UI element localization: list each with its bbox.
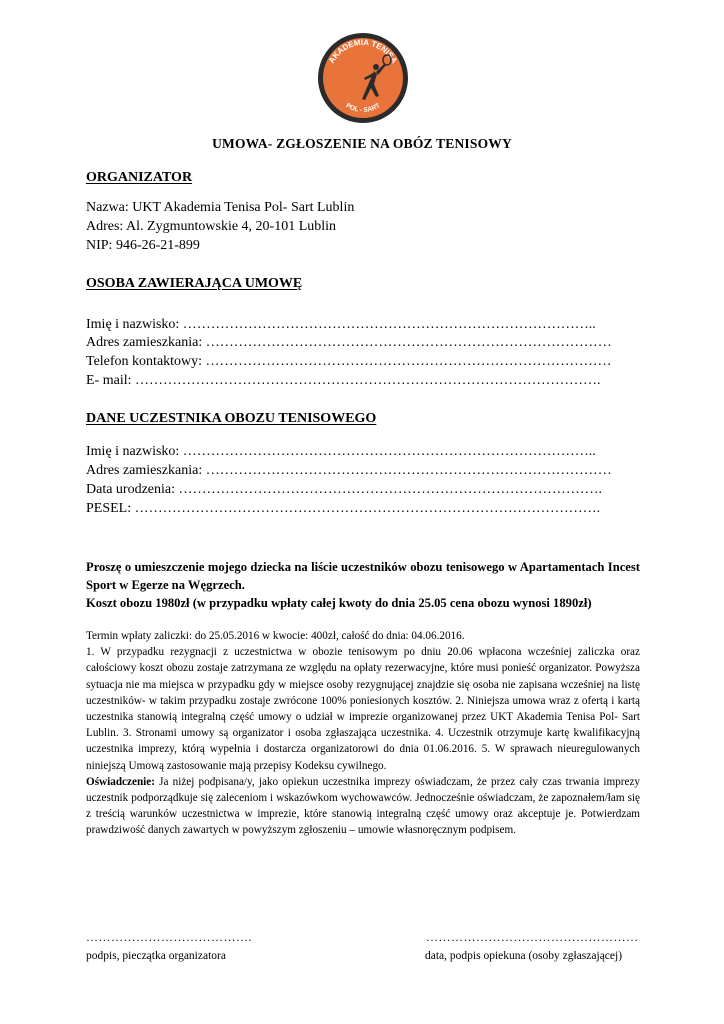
participant-heading: DANE UCZESTNIKA OBOZU TENISOWEGO	[86, 411, 377, 426]
organizer-signature-line[interactable]: ………………………………….	[86, 930, 252, 944]
declaration-label: Oświadczenie:	[86, 775, 155, 788]
contractor-heading: OSOBA ZAWIERAJĄCA UMOWĘ	[86, 276, 303, 291]
participant-birthdate-field[interactable]: Data urodzenia: ……………………………………………………………………………….	[86, 482, 603, 497]
organizer-nip: NIP: 946-26-21-899	[86, 238, 200, 253]
declaration	[86, 774, 640, 839]
payment-terms: Termin wpłaty zaliczki: do 25.05.2016 w kwocie: 400zł, całość do dnia: 04.06.2016.	[86, 630, 465, 642]
contractor-name-field[interactable]: Imię i nazwisko: ……………………………………………………………………………..	[86, 317, 596, 332]
terms-section	[86, 628, 640, 839]
contractor-email-field[interactable]: E- mail: ……………………………………………………………………………………….	[86, 373, 601, 388]
organizer-address: Adres: Al. Zygmuntowskie 4, 20-101 Lublin	[86, 219, 337, 234]
terms-body: 1. W przypadku rezygnacji z uczestnictwa w obozie tenisowym po dniu 20.06 wpłacona wcześniej zaliczka oraz całościowy koszt obozu zostaje zatrzymana ze względu na opłaty rezerwacyjne, które musi ponieść organizator. Powyższa sytuacja nie ma miejsca w przypadku gdy w miejsce osoby rezygnującej znajdzie się osoba nie zapisana wcześniej na listę uczestników- w takim przypadku zostaje zwrócone 100% poniesionych kosztów. 2. Niniejsza umowa wraz z ofertą i kartą uczestnika stanowią integralną część umowy o udział w imprezie organizowanej przez UKT Akademia Tenisa Pol- Sart Lublin. 3. Stronami umowy są organizator i osoba zgłaszająca uczestnika. 4. Uczestnik otrzymuje kartę kwalifikacyjną uczestnika imprezy, którą wypełnia i dostarcza organizatorowi do dnia 01.06.2016. 5. W sprawach nieuregulowanych niniejszą Umową zastosowanie mają przepisy Kodeksu cywilnego.	[86, 646, 640, 772]
contractor-address-field[interactable]: Adres zamieszkania: ……………………………………………………………………………	[86, 335, 612, 350]
contractor-phone-field[interactable]: Telefon kontaktowy: ……………………………………………………………………………	[86, 354, 612, 369]
svg-text:POL - SART: POL - SART	[344, 102, 382, 114]
organizer-heading: ORGANIZATOR	[86, 170, 193, 185]
cost-text: Koszt obozu 1980zł (w przypadku wpłaty całej kwoty do dnia 25.05 cena obozu wynosi 1890zł)	[86, 596, 592, 610]
guardian-signature-line[interactable]: ……………………………………………	[426, 930, 639, 944]
request-text: Proszę o umieszczenie mojego dziecka na liście uczestników obozu tenisowego w Apartamentach Incest Sport w Egerze na Węgrzech.	[86, 560, 640, 592]
document-title: UMOWA- ZGŁOSZENIE NA OBÓZ TENISOWY	[212, 136, 512, 151]
organizer-name: Nazwa: UKT Akademia Tenisa Pol- Sart Lublin	[86, 200, 355, 215]
request-paragraph	[86, 558, 640, 612]
organizer-signature-label: podpis, pieczątka organizatora	[86, 950, 226, 962]
declaration-text: Ja niżej podpisana/y, jako opiekun uczestnika imprezy oświadczam, że przez cały czas trwania imprezy uczestnik podporządkuje się zaleceniom i wskazówkom wychowawców. Jednocześnie oświadczam, że zapoznałem/łam się z treścią warunków uczestnictwa w imprezie, które stanowią integralną część umowy oraz akceptuje je. Potwierdzam prawdziwość danych zawartych w powyższym zgłoszeniu – umowie własnoręcznym podpisem.	[86, 775, 640, 837]
academy-logo	[316, 31, 410, 125]
participant-name-field[interactable]: Imię i nazwisko: ……………………………………………………………………………..	[86, 444, 596, 459]
participant-pesel-field[interactable]: PESEL: ……………………………………………………………………………………….	[86, 501, 601, 516]
svg-text:AKADEMIA TENISA: AKADEMIA TENISA	[326, 37, 400, 65]
guardian-signature-label: data, podpis opiekuna (osoby zgłaszającej)	[425, 950, 623, 962]
participant-address-field[interactable]: Adres zamieszkania: ……………………………………………………………………………	[86, 463, 612, 478]
